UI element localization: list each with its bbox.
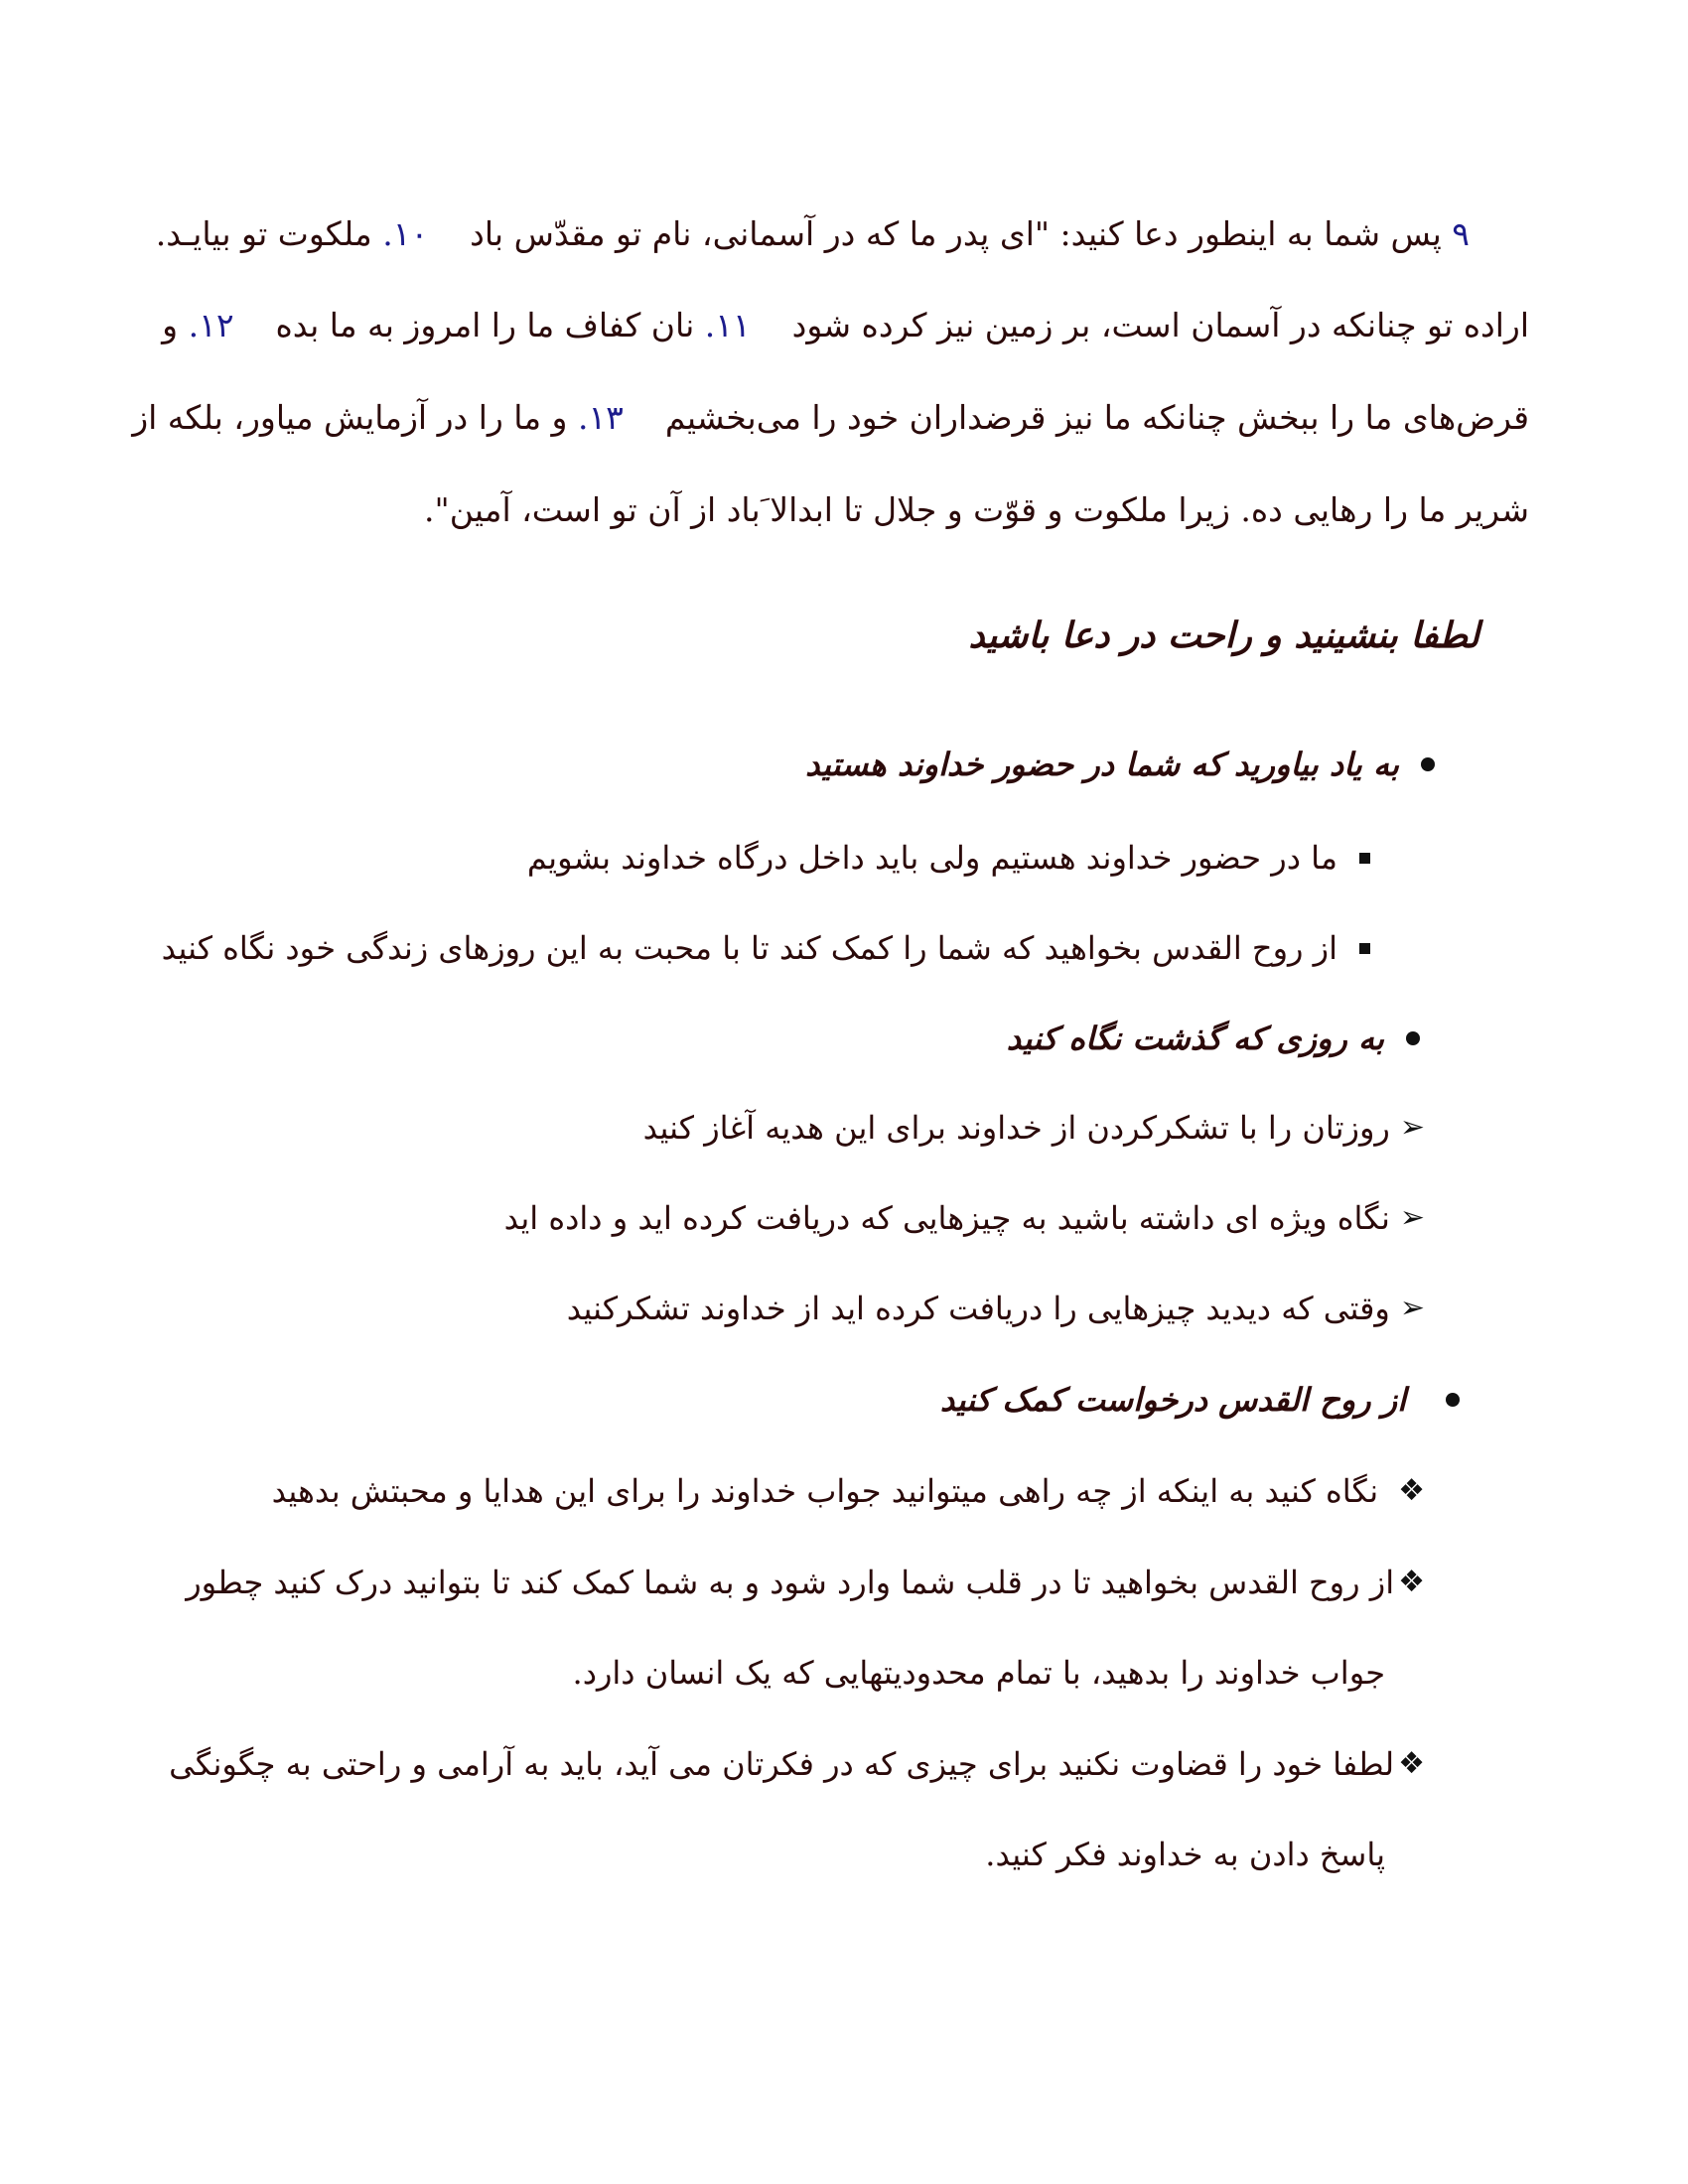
section-title-1 [805, 743, 1435, 786]
list-item [186, 1561, 1425, 1604]
bullet-dot-icon [1406, 1031, 1420, 1045]
arrow-bullet-icon: ➢ [1399, 1200, 1425, 1235]
list-item-text: از روح القدس بخواهید که شما را کمک کند تا با محبت به این روزهای زندگی خود نگاه کنید [161, 929, 1337, 967]
section-title-text: به روزی که گذشت نگاه کنید [1006, 1020, 1384, 1057]
list-item [527, 836, 1370, 880]
four-diamond-bullet-icon: ❖ [1398, 1473, 1425, 1508]
list-item [504, 1196, 1425, 1240]
four-diamond-bullet-icon: ❖ [1398, 1746, 1425, 1781]
passage-line-2 [162, 304, 1529, 347]
passage-text: شریر ما را رهایی ده. زیرا ملکوت و قوّت و جلال تا ابدالا َباد از آن تو است، آمین". [424, 490, 1529, 529]
list-item-text: لطفا خود را قضاوت نکنید برای چیزی که در فکرتان می آید، باید به آرامی و راحتی به چگونگی [169, 1745, 1395, 1783]
square-bullet-icon [1359, 943, 1370, 954]
list-item [567, 1287, 1425, 1330]
passage-line-3 [132, 396, 1529, 440]
list-item-continuation: جواب خداوند را بدهید، با تمام محدودیتهایی که یک انسان دارد. [572, 1654, 1385, 1692]
list-item-text: نگاه ویژه ای داشته باشید به چیزهایی که دریافت کرده اید و داده اید [503, 1199, 1390, 1237]
passage-text: ملکوت تو بیایـد. [155, 214, 372, 253]
arrow-bullet-icon: ➢ [1399, 1110, 1425, 1145]
passage-text: اراده تو چنانکه در آسمان است، بر زمین نیز کرده شود [791, 306, 1529, 344]
list-item [169, 1742, 1425, 1786]
list-item-continuation: پاسخ دادن به خداوند فکر کنید. [985, 1836, 1385, 1873]
square-bullet-icon [1359, 853, 1370, 864]
list-item-text: روزتان را با تشکرکردن از خداوند برای این هدیه آغاز کنید [642, 1109, 1390, 1147]
section-title-3 [940, 1378, 1460, 1422]
list-item-text: از روح القدس بخواهید تا در قلب شما وارد شود و به شما کمک کند تا بتوانید درک کنید چطور [186, 1564, 1395, 1601]
list-item [643, 1106, 1425, 1150]
passage-text: قرض‌های ما را ببخش چنانکه ما نیز قرضداران خود را می‌بخشیم [664, 398, 1529, 437]
list-item-text: وقتی که دیدید چیزهایی را دریافت کرده اید از خداوند تشکرکنید [566, 1290, 1390, 1327]
list-item [162, 926, 1370, 970]
bullet-dot-icon [1446, 1393, 1460, 1407]
verse-number-9: ۹ [1452, 214, 1470, 253]
verse-number-11: ۱۱. [704, 306, 751, 344]
page-heading: لطفا بنشینید و راحت در دعا باشید [968, 614, 1479, 656]
passage-text: نان کفاف ما را امروز به ما بده [275, 306, 695, 344]
verse-number-12: ۱۲. [188, 306, 234, 344]
list-item-text: نگاه کنید به اینکه از چه راهی میتوانید جواب خداوند را برای این هدایا و محبتش بدهید [271, 1472, 1379, 1510]
bullet-dot-icon [1421, 757, 1435, 771]
verse-number-10: ۱۰. [382, 214, 429, 253]
section-title-text: به یاد بیاورید که شما در حضور خداوند هستید [805, 746, 1399, 783]
section-title-text: از روح القدس درخواست کمک کنید [939, 1381, 1406, 1419]
passage-text: و ما را در آزمایش میاور، بلکه از [132, 398, 568, 437]
passage-line-4 [424, 488, 1529, 532]
section-title-2 [1007, 1017, 1420, 1060]
list-item-text: ما در حضور خداوند هستیم ولی باید داخل درگاه خداوند بشویم [526, 839, 1337, 877]
verse-number-13: ۱۳. [577, 398, 624, 437]
arrow-bullet-icon: ➢ [1399, 1291, 1425, 1325]
passage-text: و [162, 306, 179, 344]
list-item [272, 1469, 1425, 1513]
passage-line-1 [156, 212, 1470, 256]
passage-text: پس شما به اینطور دعا کنید: "ای پدر ما که در آسمانی، نام تو مقدّس باد [470, 214, 1442, 253]
four-diamond-bullet-icon: ❖ [1398, 1565, 1425, 1599]
